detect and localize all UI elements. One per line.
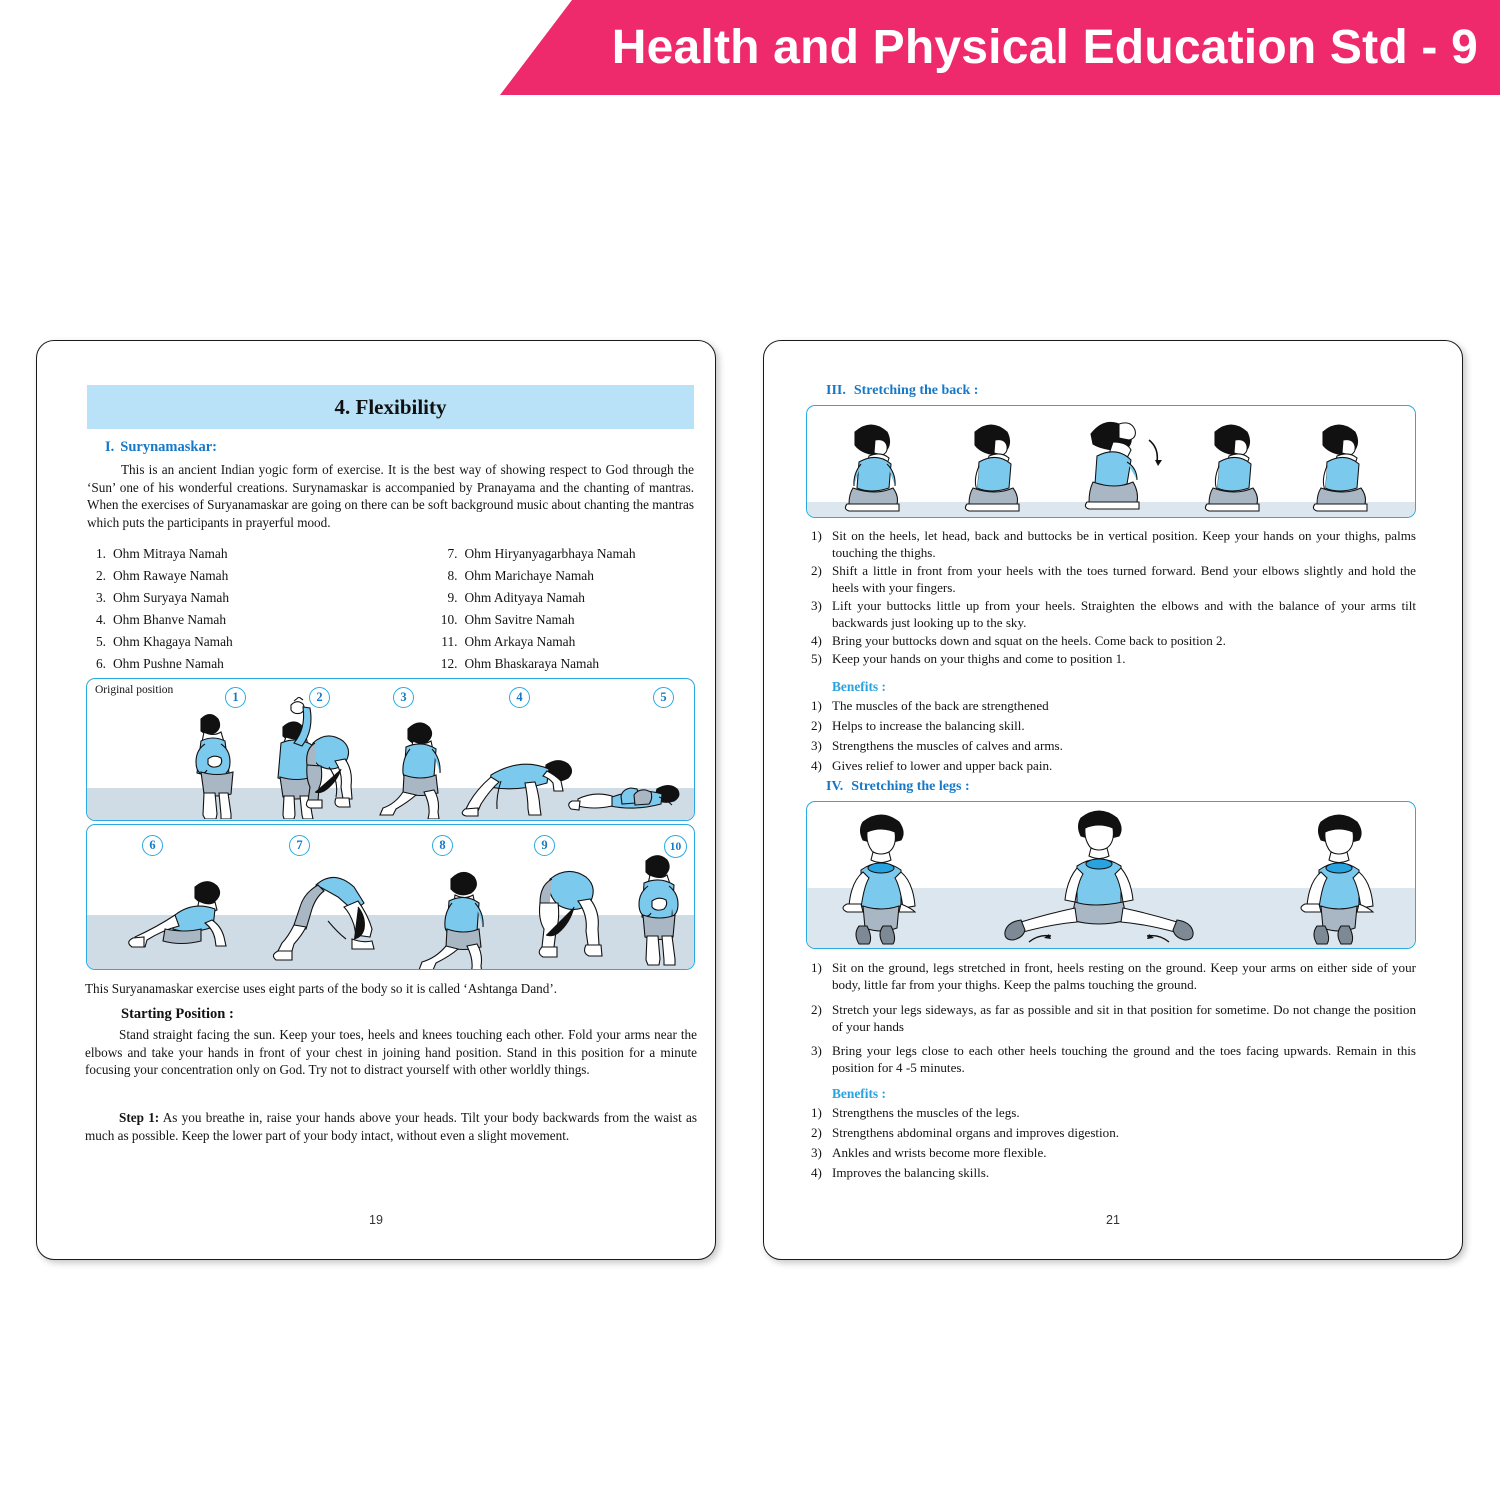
mantra-text: Ohm Bhaskaraya Namah [464,656,600,671]
ashtanga-dand-caption: This Suryanamaskar exercise uses eight parts of the body so it is called ‘Ashtanga Dand’. [85,981,558,996]
step-badge-1: 1 [225,687,246,708]
list-item [808,757,1416,776]
list-text: Bring your buttocks down and squat on the heels. Come back to position 2. [832,633,1226,649]
list-text: Ankles and wrists become more flexible. [832,1144,1047,1160]
list-item [808,562,1416,596]
step-badge-3: 3 [393,687,414,708]
list-item [808,527,1416,561]
list-text: Helps to increase the balancing skill. [832,717,1025,733]
list-text: Keep your hands on your thighs and come to position 1. [832,651,1126,667]
list-item [87,565,391,587]
list-item [439,609,695,631]
page-left-content [37,341,715,1259]
section4-title: Stretching the legs : [851,779,970,794]
list-text: Strengthens abdominal organs and improves digestion. [832,1124,1120,1140]
header-banner [0,0,1500,95]
list-marker: 3) [811,1144,822,1160]
list-marker: 4) [811,633,822,649]
step1-text: As you breathe in, raise your hands above your heads. Tilt your body backwards from the waist as much as possible. Keep the lower part of your body intact, without even a slight movement. [85,1110,697,1143]
section-heading-stretching-back [826,383,978,399]
chapter-title-band [87,385,694,429]
list-marker: 1) [811,960,822,975]
mantra-list [87,543,694,675]
list-marker: 1) [811,528,822,543]
list-item [808,650,1416,667]
step-badge-2: 2 [309,687,330,708]
mantra-text: Ohm Adityaya Namah [464,590,585,605]
starting-position-text: Stand straight facing the sun. Keep your toes, heels and knees touching each other. Fold your arms near the elbows and take your hands in front of your chest in joining hand position. Stand in this position for a minute focusing your concentration only on God. Try not to distract yourself with other worldly things. [85,1027,697,1078]
figure-group-top [109,697,694,819]
list-item [808,737,1416,756]
list-text: Sit on the ground, legs stretched in front, heels resting on the ground. Keep your arms on either side of your body, little far from your thighs. Keep the palms touching the ground. [832,960,1416,993]
step-badge-9: 9 [534,835,555,856]
list-item [808,1164,1416,1183]
step-badge-8: 8 [432,835,453,856]
step-badge-6: 6 [142,835,163,856]
mantra-text: Ohm Arkaya Namah [464,634,576,649]
step1-label: Step 1: [119,1110,160,1125]
list-marker: 3) [811,1043,822,1059]
mantra-text: Ohm Hiryanyagarbhaya Namah [464,546,636,561]
intro-paragraph: This is an ancient Indian yogic form of exercise. It is the best way of showing respect to God through the ‘Sun’ one of his wonderful creations. Surynamaskar is accompanied by Pranayama and the chanting of mantras. When the exercises of Suryanamaskar are going on there can be soft background music about chanting the mantras which puts the participants in prayerful mood. [87,462,694,530]
list-marker: 2) [811,563,822,579]
mantra-text: Ohm Suryaya Namah [113,590,230,605]
original-position-label: Original position [95,684,174,696]
list-text: Sit on the heels, let head, back and buttocks be in vertical position. Keep your hands on your thighs, palms touching the thighs. [832,528,1416,561]
list-text: Lift your buttocks little up from your heels. Straighten the elbows and with the balance of your arms tilt backwards just looking up to the sky. [832,598,1416,631]
mantra-number: 11. [441,634,458,649]
section3-numeral: III. [826,383,846,398]
mantra-number: 3. [95,590,106,605]
mantra-number: 5. [95,634,106,649]
page-number-left: 19 [369,1213,383,1227]
list-text: Gives relief to lower and upper back pain. [832,757,1053,773]
chapter-title: 4. Flexibility [334,394,447,419]
mantra-number: 7. [447,546,458,561]
suryanamaskar-illustration-top [86,678,695,821]
list-item [808,717,1416,736]
list-marker: 3) [811,737,822,753]
section3-title: Stretching the back : [853,383,979,398]
section-title: Surynamaskar: [120,439,217,455]
mantra-number: 12. [440,656,458,671]
section4-benefits-list [808,1104,1416,1184]
list-text: The muscles of the back are strengthened [832,698,1049,713]
mantra-number: 2. [95,568,106,583]
list-item [808,1042,1416,1077]
step-badge-7: 7 [289,835,310,856]
section3-steps-list [808,527,1416,668]
list-item [439,653,695,675]
list-text: Strengthens the muscles of calves and arms. [832,737,1063,753]
list-text: Shift a little in front from your heels with the toes turned forward. Bend your elbows slightly and hold the heels with your fingers. [832,563,1416,596]
list-marker: 4) [811,757,822,773]
list-text: Improves the balancing skills. [832,1164,990,1180]
section3-benefits-list [808,697,1416,777]
list-marker: 2) [811,1001,822,1017]
page-right-content [764,341,1462,1259]
list-marker: 2) [811,717,822,733]
list-item [808,697,1416,716]
mantra-number: 1. [95,546,106,561]
list-marker: 5) [811,651,822,667]
list-item [808,1001,1416,1036]
list-marker: 3) [811,598,822,614]
figure-group-bottom [105,845,695,970]
mantra-column-right [391,543,695,675]
list-marker: 1) [811,1105,822,1120]
list-item [439,543,695,565]
mantra-text: Ohm Pushne Namah [113,656,224,671]
suryanamaskar-illustration-bottom [86,824,695,970]
mantra-text: Ohm Mitraya Namah [113,546,228,561]
mantra-number: 10. [440,612,458,627]
page-left [36,340,716,1260]
mantra-column-left [87,543,391,675]
mantra-number: 8. [447,568,458,583]
list-item [439,631,695,653]
step-badge-10: 10 [664,835,687,858]
list-text: Stretch your legs sideways, as far as possible and sit in that position for sometime. Do not change the position of your hands [832,1001,1416,1034]
step-badge-4: 4 [509,687,530,708]
list-item [87,543,391,565]
mantra-number: 9. [447,590,458,605]
section4-steps-list [808,959,1416,1078]
list-marker: 1) [811,698,822,713]
list-item [87,609,391,631]
page-number-right: 21 [1106,1213,1120,1227]
list-marker: 2) [811,1124,822,1140]
page-title: Health and Physical Education Std - 9 [611,21,1478,74]
mantra-text: Ohm Bhanve Namah [113,612,227,627]
list-text: Strengthens the muscles of the legs. [832,1105,1020,1120]
list-item [808,632,1416,649]
page-right [763,340,1463,1260]
mantra-number: 4. [95,612,106,627]
list-item [87,653,391,675]
section-numeral: I. [105,439,115,455]
section-heading-stretching-legs [826,779,970,795]
list-item [808,1104,1416,1123]
section4-benefits-label: Benefits : [832,1086,886,1101]
list-item [808,597,1416,631]
mantra-text: Ohm Savitre Namah [464,612,575,627]
list-marker: 4) [811,1164,822,1180]
list-text: Bring your legs close to each other heels touching the ground and the toes facing upwards. Remain in this position for 4 -5 minutes. [832,1043,1416,1076]
list-item [808,959,1416,994]
section4-numeral: IV. [826,779,844,794]
mantra-text: Ohm Khagaya Namah [113,634,233,649]
figure-group-back [817,412,1405,516]
back-stretch-illustration [806,405,1416,518]
section3-benefits-label: Benefits : [832,679,886,694]
step1-paragraph [85,1109,697,1144]
legs-stretch-illustration [806,801,1416,949]
step-badge-5: 5 [653,687,674,708]
list-item [87,587,391,609]
mantra-text: Ohm Marichaye Namah [464,568,594,583]
mantra-number: 6. [95,656,106,671]
figure-group-legs [815,808,1407,946]
starting-position-heading: Starting Position : [121,1006,234,1022]
list-item [808,1144,1416,1163]
list-item [439,565,695,587]
list-item [808,1124,1416,1143]
section-heading-surynamaskar [105,439,217,456]
list-item [87,631,391,653]
mantra-text: Ohm Rawaye Namah [113,568,229,583]
list-item [439,587,695,609]
